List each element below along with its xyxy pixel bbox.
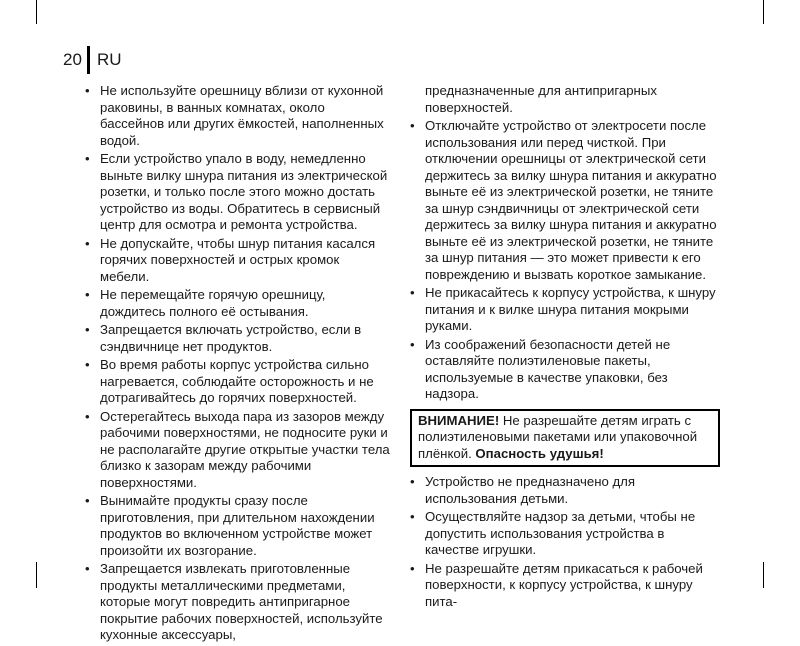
- left-column: [85, 83, 390, 646]
- list-item: • Не допускайте, чтобы шнур питания касался горячих поверхностей и острых кромок мебели.: [85, 236, 390, 286]
- list-item: • Не перемещайте горячую орешницу, дождитесь полного её остывания.: [85, 287, 390, 320]
- list-item: • Запрещается включать устройство, если в сэндвичнице нет продуктов.: [85, 322, 390, 355]
- warning-emphasis: Опасность удушья!: [475, 445, 604, 461]
- warning-label: ВНИМАНИЕ!: [418, 412, 500, 428]
- list-item: • Остерегайтесь выхода пара из зазоров между рабочими поверхностями, не подносите руки и не располагайте другие открытые участки тела близко к зазорам между рабочими поверхностями.: [85, 409, 390, 492]
- continued-text: предназначенные для антипригарных поверхностей.: [425, 83, 657, 115]
- list-item: • Не разрешайте детям прикасаться к рабочей поверхности, к корпусу устройства, к шнуру пита-: [410, 561, 720, 611]
- list-item: • Вынимайте продукты сразу после приготовления, при длительном нахождении продуктов во включенном устройстве может произойти их возгорание.: [85, 493, 390, 559]
- language-code: RU: [97, 50, 122, 69]
- crop-mark-bottom-left: [36, 562, 37, 588]
- list-item: • Устройство не предназначено для использования детьми.: [410, 474, 720, 507]
- warning-text: Не разрешайте детям играть с полиэтиленовыми пакетами или упаковочной плёнкой.: [418, 412, 698, 461]
- list-item: • Осуществляйте надзор за детьми, чтобы не допустить использования устройства в качестве игрушки.: [410, 509, 720, 559]
- safety-list-left: [85, 83, 390, 644]
- list-item: • Не прикасайтесь к корпусу устройства, к шнуру питания и к вилке шнура питания мокрыми руками.: [410, 285, 720, 335]
- header-divider: [87, 46, 90, 74]
- list-item: • Из соображений безопасности детей не оставляйте полиэтиленовые пакеты, используемые в качестве упаковки, без надзора.: [410, 337, 720, 403]
- right-column: [410, 83, 720, 612]
- warning-box: [410, 409, 720, 468]
- safety-list-right-2: [410, 474, 720, 610]
- page-number: 20: [63, 50, 82, 69]
- list-item: • Отключайте устройство от электросети после использования или перед чисткой. При отключении орешницы от электрической сети держитесь за вилку шнура питания и аккуратно выньте её из электрической розетки, не тяните за шнур сэндвичницы от электрической сети держитесь за вилку шнура питания и аккуратно выньте её из электрической розетки, не тяните за шнур питания — это может привести к его повреждению и вызвать короткое замыкание.: [410, 118, 720, 283]
- safety-list-right: [410, 118, 720, 403]
- list-item: • Если устройство упало в воду, немедленно выньте вилку шнура питания из электрической розетки, и только после этого можно достать устройство из воды. Обратитесь в сервисный центр для осмотра и ремонта устройства.: [85, 151, 390, 234]
- crop-mark-top-left: [36, 0, 37, 24]
- crop-mark-bottom-right: [763, 562, 764, 588]
- list-item: • Во время работы корпус устройства сильно нагревается, соблюдайте осторожность и не дотрагивайтесь до горячих поверхностей.: [85, 357, 390, 407]
- list-item: • Запрещается извлекать приготовленные продукты металлическими предметами, которые могут повредить антипригарное покрытие рабочих поверхностей, используйте кухонные аксессуары,: [85, 561, 390, 644]
- list-item: • Не используйте орешницу вблизи от кухонной раковины, в ванных комнатах, около бассейнов или других ёмкостей, наполненных водой.: [85, 83, 390, 149]
- crop-mark-top-right: [763, 0, 764, 24]
